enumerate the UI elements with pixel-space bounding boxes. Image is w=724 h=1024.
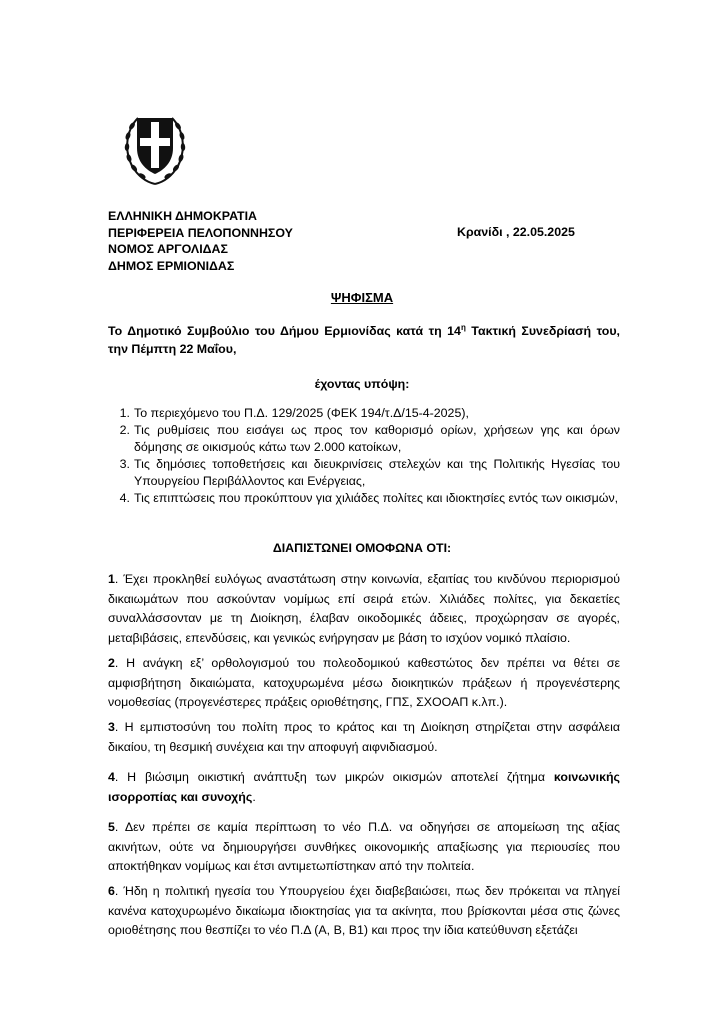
finding-text-end: . — [252, 789, 256, 804]
list-item-text: Τις δημόσιες τοποθετήσεις και διευκρινίσεις στελεχών και της Πολιτικής Ηγεσίας του Υπουργείου Περιβάλλοντος και Ενέργειας, — [134, 457, 620, 488]
finding-emphasis: κοινωνικής ισορροπίας και συνοχής — [108, 770, 620, 804]
intro-text-start: Το Δημοτικό Συμβούλιο του Δήμου Ερμιονίδας κατά τη 14 — [108, 324, 461, 338]
header-line-republic: ΕΛΛΗΝΙΚΗ ΔΗΜΟΚΡΑΤΙΑ — [108, 209, 257, 223]
list-item-text: Τις επιπτώσεις που προκύπτουν για χιλιάδες πολίτες και ιδιοκτησίες εντός των οικισμών, — [134, 491, 619, 505]
finding-number: 6 — [108, 884, 115, 898]
list-item-text: Τις ρυθμίσεις που εισάγει ως προς τον καθορισμό ορίων, χρήσεων γης και όρων δόμησης σε οικισμούς κάτω των 2.000 κατοίκων, — [134, 423, 620, 454]
finding-paragraph-4 — [108, 768, 620, 807]
intro-text-end: Τακτική Συνεδρίασή του, την Πέμπτη 22 Μαΐου, — [108, 324, 620, 356]
finding-number: 2 — [108, 656, 115, 670]
list-item-number: 1. — [119, 406, 130, 420]
finding-number: 1 — [108, 572, 115, 586]
list-item — [108, 405, 620, 422]
list-item-number: 4. — [119, 491, 130, 505]
header-line-prefecture: ΝΟΜΟΣ ΑΡΓΟΛΙΔΑΣ — [108, 242, 228, 256]
finding-number: 5 — [108, 820, 115, 834]
list-item-number: 2. — [119, 423, 130, 437]
issuer-header — [108, 208, 293, 274]
having-in-view-heading: έχοντας υπόψη: — [314, 377, 410, 391]
finding-paragraph-6 — [108, 882, 620, 941]
document-title: ΨΗΦΙΣΜΑ — [330, 290, 394, 305]
finding-text: . Ήδη η πολιτική ηγεσία του Υπουργείου έχει διαβεβαιώσει, πως δεν πρόκειται να πληγεί κανένα κατοχυρωμένο δικαίωμα ιδιοκτησίας για τα ακίνητα, που βρίσκονται μέσα στις ζώνες οριοθέτησης που θεσπίζει το νέο Π.Δ (Α, Β, Β1) και προς την ίδια κατεύθυνση εξετάζει — [108, 884, 620, 937]
finding-text: . Η ανάγκη εξ’ ορθολογισμού του πολεοδομικού καθεστώτος δεν πρέπει να θέτει σε αμφισβήτηση δικαιώματα, κατοχυρωμένα μέσω διοικητικών πράξεων ή προγενέστερης νομοθεσίας (προγενέστερες πράξεις οριοθέτησης, ΓΠΣ, ΣΧΟΟΑΠ κ.λπ.). — [108, 656, 620, 709]
finding-paragraph-2 — [108, 654, 620, 713]
intro-superscript: η — [460, 322, 466, 332]
list-item — [108, 490, 620, 507]
finding-text: . Δεν πρέπει σε καμία περίπτωση το νέο Π.Δ. να οδηγήσει σε απομείωση της αξίας ακινήτων, ούτε να δημιουργήσει συνθήκες οικονομικής απαξίωσης για περιουσίες που αποκτήθηκαν νομίμως και έτσι αντιμετωπίστηκαν από την πολιτεία. — [108, 820, 620, 873]
finding-text: . Έχει προκληθεί ευλόγως αναστάτωση στην κοινωνία, εξαιτίας του κινδύνου περιορισμού δικαιωμάτων που ασκούνταν νομίμως επί σειρά ετών. Χιλιάδες πολίτες, για δεκαετίες συναλλάσσονταν με τη Διοίκηση, έλαβαν οικοδομικές άδειες, προχώρησαν σε αγορές, μεταβιβάσεις, επενδύσεις, και γενικώς ενήργησαν με βάση το ισχύον νομικό πλαίσιο. — [108, 572, 620, 645]
finding-paragraph-3 — [108, 718, 620, 757]
finding-number: 3 — [108, 720, 115, 734]
header-line-municipality: ΔΗΜΟΣ ΕΡΜΙΟΝΙΔΑΣ — [108, 258, 235, 273]
greek-coat-of-arms-icon — [120, 104, 190, 188]
list-item — [108, 422, 620, 456]
finding-paragraph-1 — [108, 570, 620, 648]
finding-number: 4 — [108, 770, 115, 784]
header-line-region: ΠΕΡΙΦΕΡΕΙΑ ΠΕΛΟΠΟΝΝΗΣΟΥ — [108, 225, 293, 240]
place-date: Κρανίδι , 22.05.2025 — [457, 225, 575, 239]
finding-text: . Η εμπιστοσύνη του πολίτη προς το κράτος και τη Διοίκηση στηρίζεται στην ασφάλεια δικαίου, τη θεσμική συνέχεια και την αποφυγή αιφνιδιασμού. — [108, 720, 620, 754]
finding-text: . Η βιώσιμη οικιστική ανάπτυξη των μικρών οικισμών αποτελεί ζήτημα — [114, 770, 554, 784]
list-item — [108, 456, 620, 490]
list-item-text: Το περιεχόμενο του Π.Δ. 129/2025 (ΦΕΚ 194/τ.Δ/15-4-2025), — [134, 406, 469, 420]
finding-heading: ΔΙΑΠΙΣΤΩΝΕΙ ΟΜΟΦΩΝΑ ΟΤΙ: — [272, 541, 452, 555]
list-item-number: 3. — [119, 457, 130, 471]
intro-paragraph — [108, 322, 620, 358]
finding-paragraph-5 — [108, 818, 620, 877]
considerations-list — [108, 405, 620, 507]
